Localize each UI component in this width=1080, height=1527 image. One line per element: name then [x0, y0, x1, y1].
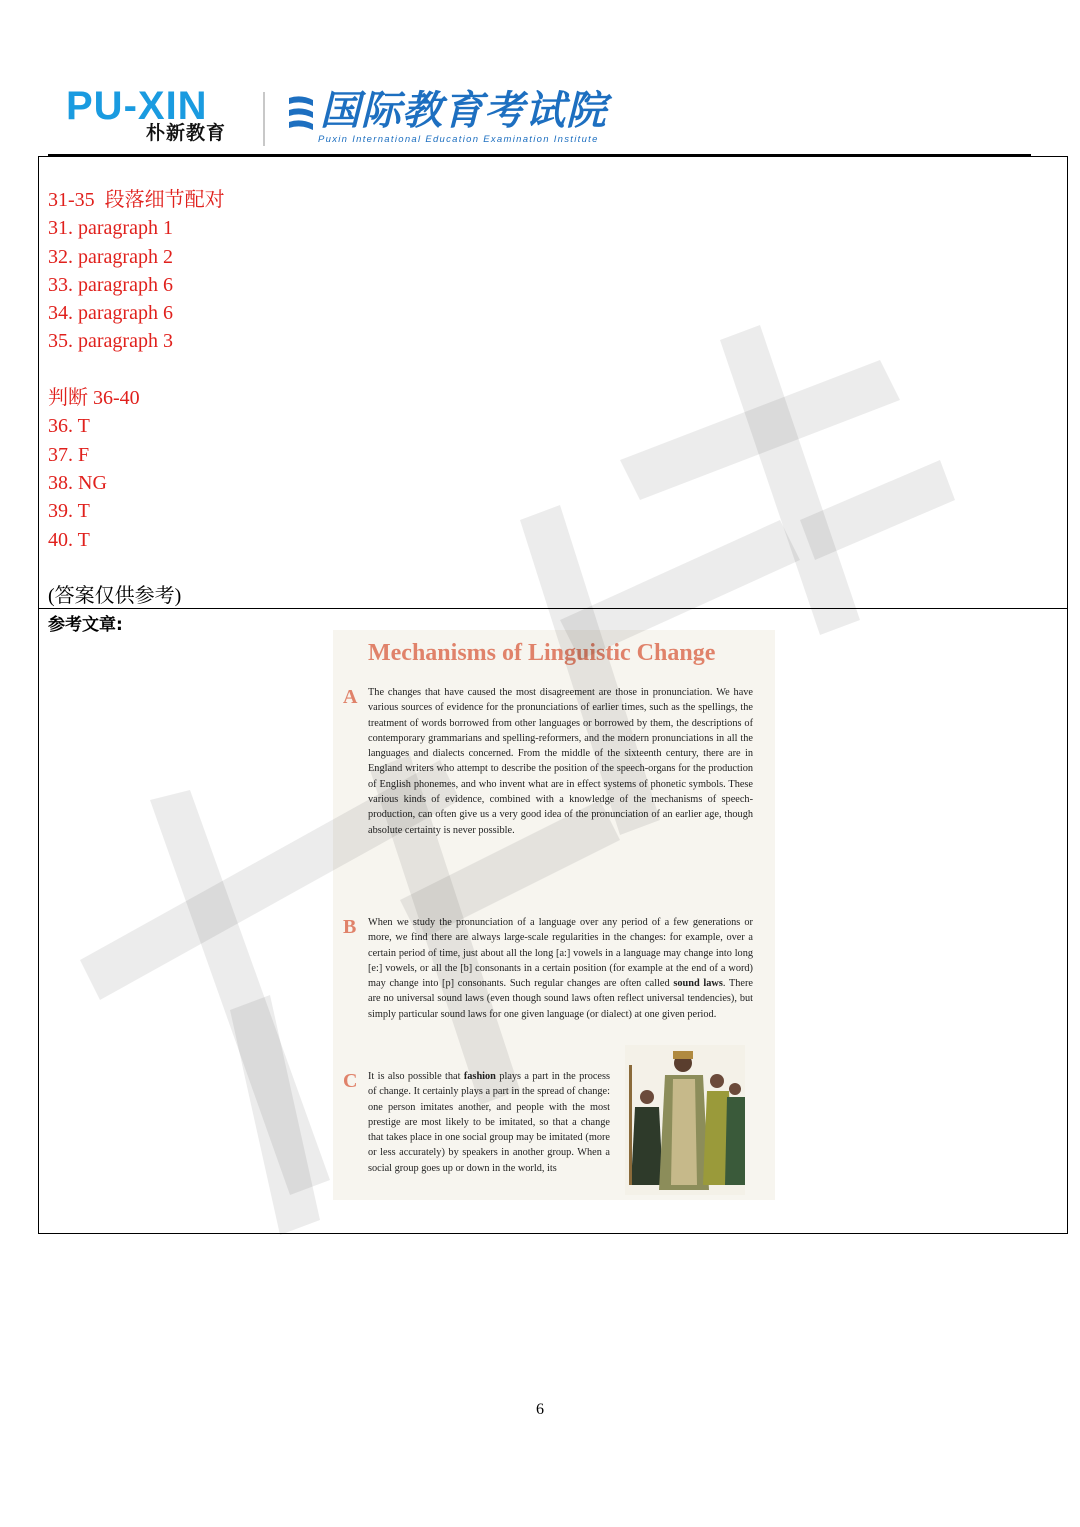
paragraph-c-bold: fashion — [463, 1071, 496, 1082]
paragraph-b-text-1: When we study the pronunciation of a language over any period of a few generations or more, we find there are always large-scale regularities in the changes: for example, over a certain period of time, just about all the long [a:] vowels in a language may change into long [e:] vowels, or all the [b] consonants in a certain position (for example at the end of a word) may change into [p] consonants. Such regular changes are often called — [368, 917, 753, 990]
answer-item: 37. F — [48, 443, 90, 466]
puxin-logo-text: PU-XIN — [66, 84, 208, 128]
answer-item: 40. T — [48, 528, 90, 551]
answer-item: 31. paragraph 1 — [48, 217, 173, 240]
paragraph-letter-c: C — [343, 1070, 358, 1092]
article-title: Mechanisms of Linguistic Change — [368, 640, 716, 666]
page-header — [0, 0, 1080, 160]
answer-item: 35. paragraph 3 — [48, 330, 173, 353]
answer-item: 32. paragraph 2 — [48, 245, 173, 268]
section-title-matching: 31-35 段落细节配对 — [48, 189, 225, 211]
page-number: 6 — [536, 1401, 544, 1418]
article-image — [333, 630, 775, 1200]
reference-label: 参考文章: — [48, 615, 123, 635]
paragraph-b — [368, 915, 753, 1022]
paragraph-b-text-2: . There are no universal sound laws (even though sound laws often reflect universal tendencies), but simply particular sound laws for one given language (or dialect) at one given period. — [368, 978, 753, 1020]
answer-item: 39. T — [48, 500, 90, 523]
institute-name-en: Puxin International Education Examination Institute — [318, 134, 599, 145]
logo-separator — [263, 92, 265, 146]
books-icon — [285, 94, 317, 134]
answer-note: (答案仅供参考) — [48, 585, 182, 608]
paragraph-a-text: The changes that have caused the most disagreement are those in pronunciation. We have various sources of evidence for the pronunciations of earlier times, such as the spellings, the treatment of words borrowed from other languages or borrowed by them, the descriptions of contemporary grammarians and spelling-reformers, and the modern pronunciations in all the languages and dialects concerned. From the middle of the sixteenth century, there are in England writers who attempt to describe the position of the speech-organs for the production of English phonemes, and who invent what are in effect systems of phonetic symbols. These various kinds of evidence, combined with a knowledge of the mechanisms of speech-production, can often give us a very good idea of the pronunciation of an earlier age, though absolute certainty is never possible. — [368, 687, 753, 836]
answer-item: 33. paragraph 6 — [48, 273, 173, 296]
institute-name-cn: 国际教育考试院 — [320, 88, 607, 134]
paragraph-c-text-2: plays a part in the process of change. It certainly plays a part in the spread of change: one person imitates another, and people with the most prestige are most likely to be imitated, so that a change that takes place in one social group may be imitated (more or less accurately) by speakers in another group. When a social group goes up or down in the world, its — [368, 1071, 610, 1174]
historical-figures-illustration — [625, 1045, 745, 1195]
paragraph-b-bold: sound laws — [673, 978, 723, 990]
answer-item: 34. paragraph 6 — [48, 302, 173, 325]
paragraph-a — [368, 685, 753, 838]
answer-item: 36. T — [48, 415, 90, 438]
paragraph-letter-b: B — [343, 916, 357, 938]
answer-section — [48, 186, 648, 610]
paragraph-letter-a: A — [343, 686, 358, 708]
section-title-judgement: 判断 36-40 — [48, 387, 140, 410]
paragraph-c — [368, 1069, 610, 1176]
puxin-logo-cn: 朴新教育 — [146, 122, 227, 144]
answer-item: 38. NG — [48, 471, 107, 494]
paragraph-c-text-1: It is also possible that — [368, 1071, 464, 1082]
